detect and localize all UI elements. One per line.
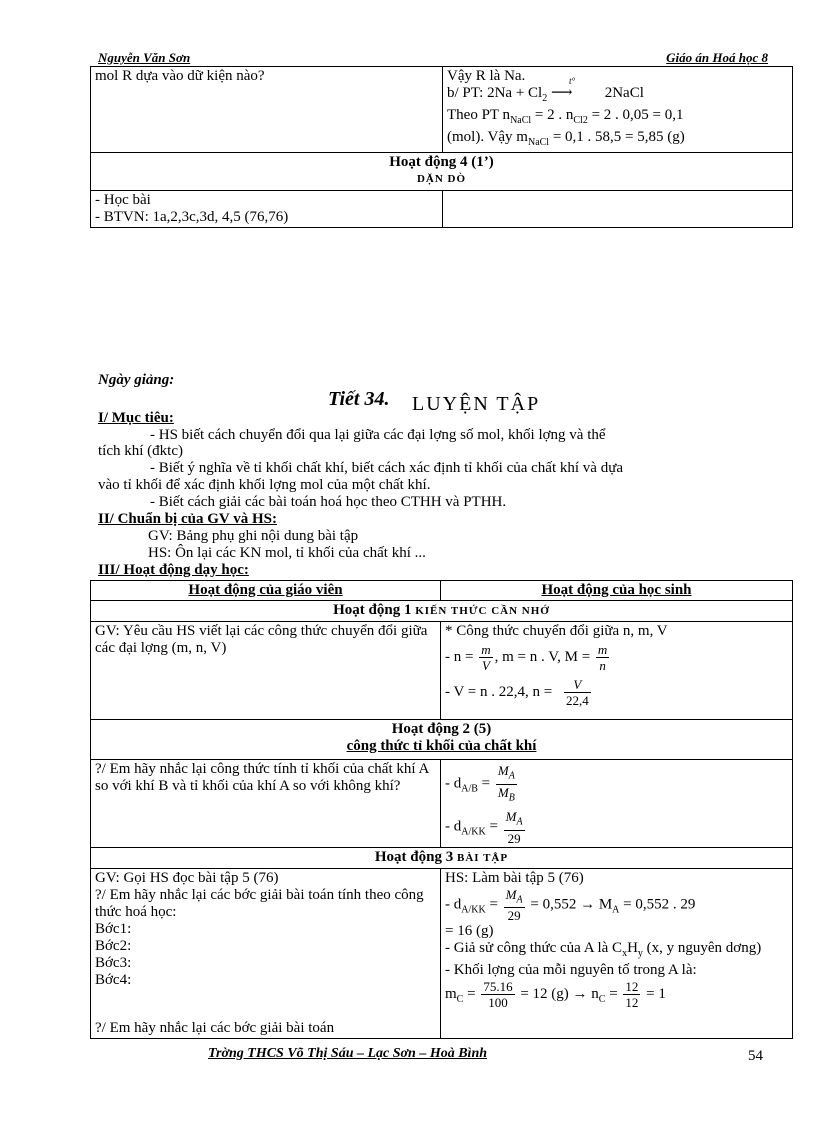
sub: A — [508, 770, 515, 782]
t: = 2 . n — [534, 107, 574, 123]
line: - Khối lợng của mỗi nguyên tố trong A là: — [445, 962, 697, 979]
hd2-student — [441, 760, 793, 848]
section-2-title — [98, 511, 277, 528]
formula-line — [445, 809, 788, 846]
fraction — [623, 979, 640, 1010]
line — [447, 129, 788, 151]
sub: C — [598, 994, 606, 1006]
top-row1-left: mol R dựa vào dữ kiện nào? — [91, 67, 443, 153]
t: = 0,1 . 58,5 = 5,85 (g) — [552, 129, 685, 145]
reaction-arrow: t° ⟶ — [551, 85, 601, 102]
num: 12 — [625, 979, 639, 995]
hd3-header — [91, 847, 793, 868]
t: = — [489, 896, 498, 913]
line: Vậy R là Na. — [447, 68, 526, 84]
den: 29 — [507, 830, 521, 846]
hd1-header — [91, 601, 793, 622]
num: M — [497, 763, 509, 778]
hd2-header — [91, 720, 793, 760]
t: - n = — [445, 648, 474, 665]
sub: A — [516, 816, 523, 828]
t: H — [627, 940, 638, 957]
line — [447, 107, 788, 129]
num: m — [481, 642, 491, 657]
line — [445, 940, 788, 962]
col-header-teacher: Hoạt động của giáo viên — [91, 581, 441, 601]
t: (mol). Vậy m — [447, 129, 528, 145]
top-table — [90, 66, 793, 228]
den: V — [481, 658, 490, 673]
doc-title: Giáo án Hoá học 8 — [666, 50, 768, 65]
objective-3: - Biết cách giải các bài toán hoá học theo CTHH và PTHH. — [150, 494, 507, 510]
line: Bớc3: — [95, 954, 132, 971]
line: * Công thức chuyển đổi giữa n, m, V — [445, 623, 668, 639]
t: II/ Chuẩn bị của GV và HS: — [98, 511, 277, 527]
t: , m = n . V, M = — [494, 648, 591, 665]
formula-line — [445, 887, 788, 924]
eq-text: b/ PT: 2Na + Cl — [447, 85, 543, 101]
footer-school: Trờng THCS Võ Thị Sáu – Lạc Sơn – Hoà Bình — [208, 1046, 488, 1061]
section-3-title — [98, 562, 249, 579]
sub: x — [622, 948, 628, 960]
objective-1: - HS biết cách chuyển đổi qua lại giữa các đại lợng số mol, khối lợng và thể — [150, 427, 606, 443]
hd1-student — [441, 622, 793, 720]
prep-gv: GV: Bảng phụ ghi nội dung bài tập — [148, 528, 359, 544]
t: - d — [445, 775, 462, 792]
line: Bớc4: — [95, 971, 132, 988]
line: - Học bài — [95, 192, 151, 208]
t: (x, y nguyên dơng) — [642, 940, 762, 957]
objective-1-cont: tích khí (đktc) — [98, 443, 183, 459]
num: M — [505, 886, 517, 902]
hd1-subtitle: KIẾN THỨC CẦN NHỚ — [415, 605, 550, 617]
hd1-teacher: GV: Yêu cầu HS viết lại các công thức chuyển đổi giữa các đại lợng (m, n, V) — [91, 622, 441, 720]
sub: y — [637, 948, 643, 960]
line: ?/ Em hãy nhắc lại các bớc giải bài toán — [95, 1019, 335, 1036]
sub: C — [456, 994, 464, 1006]
sub: NaCl — [510, 115, 532, 126]
formula-line — [445, 979, 788, 1010]
den: 100 — [488, 995, 508, 1011]
line: HS: Làm bài tập 5 (76) — [445, 869, 584, 886]
den: 22,4 — [565, 693, 589, 708]
t: m — [445, 986, 457, 1003]
hd1-title: Hoạt động 1 — [333, 602, 412, 618]
t: I/ Mục tiêu: — [98, 410, 174, 426]
den: M — [497, 784, 509, 800]
hd4-header — [91, 153, 793, 191]
fraction — [481, 979, 514, 1010]
eq-text: 2NaCl — [604, 85, 644, 101]
hd2-subtitle: công thức tỉ khối của chất khí — [346, 738, 537, 754]
hd3-teacher — [91, 868, 441, 1038]
num: m — [597, 642, 608, 657]
fraction — [479, 642, 492, 673]
author-name: Nguyễn Văn Sơn — [98, 50, 191, 65]
fraction — [564, 677, 591, 708]
top-row3-right — [443, 191, 793, 228]
line: GV: Gọi HS đọc bài tập 5 (76) — [95, 869, 279, 886]
top-row1-right — [443, 67, 793, 153]
sub: A/KK — [461, 904, 486, 916]
t: Theo PT n — [447, 107, 511, 123]
hd2-title: Hoạt động 2 (5) — [391, 721, 492, 737]
t: - d — [445, 896, 462, 913]
sub: A — [612, 904, 620, 916]
line: - BTVN: 1a,2,3c,3d, 4,5 (76,76) — [95, 209, 289, 225]
line: Bớc2: — [95, 937, 132, 954]
hd3-student — [441, 868, 793, 1038]
arrow-label: t° — [568, 76, 576, 86]
hd4-subtitle: DẶN DÒ — [416, 173, 467, 185]
hd3-subtitle: BÀI TẬP — [456, 851, 509, 864]
lesson-number: Tiết 34. — [328, 388, 390, 410]
t: = — [467, 986, 476, 1003]
t: = — [609, 986, 618, 1003]
prep-hs: HS: Ôn lại các KN mol, tỉ khối của chất khí ... — [148, 545, 426, 561]
line: Bớc1: — [95, 920, 132, 937]
date-label: Ngày giảng: — [98, 372, 175, 388]
t: = — [481, 775, 491, 792]
section-1-title — [98, 410, 174, 427]
t: = 2 . 0,05 = 0,1 — [591, 107, 684, 123]
sub: B — [508, 792, 515, 804]
hd3-title: Hoạt động 3 — [374, 848, 454, 865]
t: = 1 — [646, 986, 666, 1003]
lesson-name: LUYỆN TẬP — [412, 393, 541, 415]
formula-line — [445, 642, 788, 673]
top-row3-left — [91, 191, 443, 228]
sub: A/B — [461, 783, 478, 795]
t: = 0,552 . 29 — [623, 896, 696, 913]
sub: A — [516, 894, 523, 906]
num: 75.16 — [483, 979, 513, 995]
t: - Giả sử công thức của A là C — [445, 940, 623, 957]
t: = 0,552 → M — [530, 896, 613, 913]
t: - d — [445, 818, 462, 835]
objective-2-cont: vào tỉ khối để xác định khối lợng mol của một chất khí. — [98, 477, 431, 493]
t: III/ Hoạt động dạy học: — [98, 562, 249, 578]
t: = — [489, 818, 498, 835]
t: - V = n . 22,4, n = — [445, 683, 553, 700]
fraction — [596, 642, 609, 673]
t: = 12 (g) → n — [520, 986, 599, 1003]
page-number: 54 — [748, 1048, 763, 1064]
line: = 16 (g) — [445, 923, 494, 940]
den: n — [599, 658, 606, 673]
activity-table — [90, 580, 793, 1039]
col-header-student: Hoạt động của học sinh — [441, 581, 793, 601]
hd2-teacher: ?/ Em hãy nhắc lại công thức tính tỉ khối của chất khí A so với khí B và tỉ khối của khí A so với không khí? — [91, 760, 441, 848]
formula-line — [445, 763, 788, 805]
sub: Cl2 — [573, 115, 588, 126]
fraction — [496, 763, 517, 805]
hd4-title: Hoạt động 4 (1’) — [389, 154, 494, 170]
equation-line: b/ PT: $2Na + Cl_2$ t° ⟶ 2NaCl — [447, 85, 788, 107]
objective-2: - Biết ý nghĩa về tỉ khối chất khí, biết cách xác định tỉ khối của chất khí và dựa — [150, 460, 623, 476]
num: M — [505, 809, 517, 825]
fraction — [504, 887, 525, 924]
sub: A/KK — [461, 826, 486, 838]
fraction — [504, 809, 525, 846]
formula-line — [445, 677, 788, 708]
num: V — [564, 677, 591, 693]
sub: NaCl — [527, 137, 550, 148]
den: 12 — [625, 995, 639, 1011]
den: 29 — [507, 908, 521, 924]
line: ?/ Em hãy nhắc lại các bớc giải bài toán tính theo công thức hoá học: — [95, 886, 424, 920]
